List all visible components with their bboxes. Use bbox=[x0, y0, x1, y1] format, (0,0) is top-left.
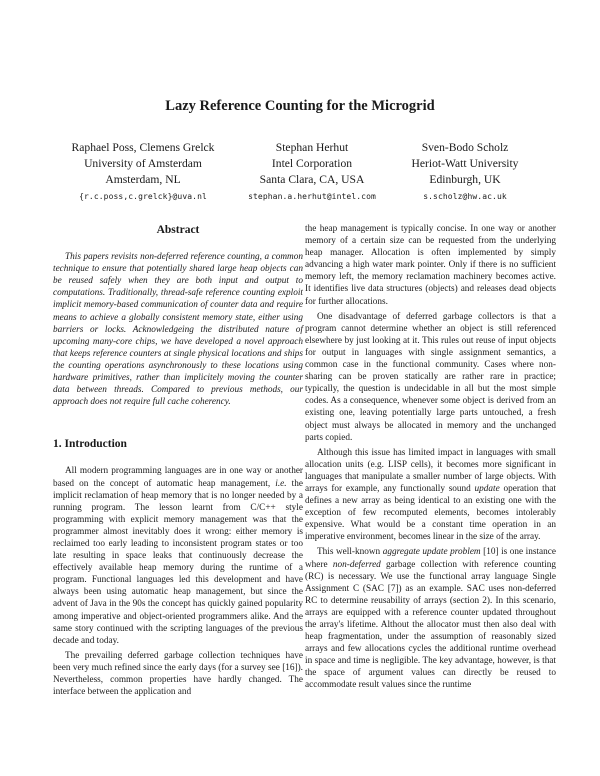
author-affiliation: Intel Corporation bbox=[271, 157, 353, 170]
author-email: s.scholz@hw.ac.uk bbox=[423, 192, 507, 201]
author-email: {r.c.poss,c.grelck}@uva.nl bbox=[79, 192, 207, 201]
author-names: Stephan Herhut bbox=[275, 141, 349, 154]
author-names: Sven-Bodo Scholz bbox=[421, 141, 509, 154]
author-location: Edinburgh, UK bbox=[429, 173, 501, 186]
abstract-heading: Abstract bbox=[156, 224, 200, 236]
section-heading-introduction: 1. Introduction bbox=[53, 438, 127, 451]
right-paragraph-3: Although this issue has limited impact in languages with small allocation units (e.g. LISP cells), it becomes more significant in languages that manipulate a smaller number of large objects. With arrays for example, any functionally sound update operation that defines a new array as being identical to an existing one with the exception of few recomputed elements, becomes intolerably expensive. What would be a constant time operation in an imperative environment, becomes linear in the size of the array. bbox=[305, 447, 556, 543]
abstract-text: This papers revisits non-deferred reference counting, a common technique to ensure that potentially shared large heap objects can be reused safely when they are both input and output to computations. Traditionally, thread-safe reference counting exploit implicit memory-based communication of counter data and require means to achieve a globally consistent memory state, either using barriers or locks. Acknowledgeing the distributed nature of upcoming many-core chips, we have developed a novel approach that keeps reference counters at single physical locations and ships the counting operations asynchronously to these locations using hardware primitives, rather than implicitely moving the counter data between threads. Compared to previous methods, our approach does not require full cache coherency. bbox=[53, 252, 303, 408]
right-paragraph-1: the heap management is typically concise. In one way or another memory of a certain size can be requested from the underlying heap manager. Allocation is often implemented by simply advancing a high water mark pointer. Only if there is no sufficient memory left, the memory reclamation machinery becomes active. It identifies live data structures (objects) and releases dead objects for further allocations. bbox=[305, 224, 556, 307]
author-names: Raphael Poss, Clemens Grelck bbox=[71, 141, 215, 154]
paper-title: Lazy Reference Counting for the Microgrid bbox=[165, 98, 435, 114]
author-location: Santa Clara, CA, USA bbox=[259, 173, 365, 186]
intro-paragraph-1: All modern programming languages are in one way or another based on the concept of automatic heap management, i.e. the implicit reclamation of heap memory that is no longer needed by a running program. The lesson learnt from C/C++ style programming with explicit memory management was that the programmer almost inevitably does it wrong: either memory is reclaimed too early leading to inconsistent program states or too late resulting in space leaks that continuously decrease the effectively available heap memory during the runtime of a program. Functional languages led this development and have always been using automatic heap management, but since the advent of Java in the 90s the concept has quickly gained popularity among imperative and object-oriented programmers alike. And the same story continued with the scripting languages of the previous decade and today. bbox=[53, 466, 303, 646]
right-column bbox=[305, 223, 556, 692]
author-email: stephan.a.herhut@intel.com bbox=[248, 192, 376, 201]
author-block-2 bbox=[238, 140, 386, 205]
right-paragraph-2: One disadvantage of deferred garbage collectors is that a program cannot determine whether an object is still referenced elsewhere by just looking at it. This rules out reuse of input objects for output in languages with single assignment semantics, a common case in the functional community. Cases where non-sharing can be proven statically are rather rare in practice; typically, the question is undecidable in all but the most simple codes. As a consequence, whenever some object is derived from an existing one, leaving potentially large parts untouched, a fresh object must always be allocated in memory and the unchanged parts copied. bbox=[305, 311, 556, 443]
author-location: Amsterdam, NL bbox=[105, 173, 181, 186]
author-affiliation: University of Amsterdam bbox=[84, 157, 202, 170]
right-paragraph-4: This well-known aggregate update problem [10] is one instance where non-deferred garbage collection with reference counting (RC) is necessary. We use the functional array language Single Assignment C (SAC [7]) as an example. SAC uses non-deferred RC to determine reusability of arrays (section 2). In this scenario, arrays are equipped with a reference counter updated throughout the array's lifetime. Althout the allocator must then also deal with heap fragmentation, under the assumption of reasonably sized arrays and few allocations cycles the additional runtime overhead in space and time is negligible. The key advantage, however, is that the space of argument values can directly be reused to accommodate result values since the runtime bbox=[305, 547, 557, 691]
author-block-3 bbox=[395, 140, 535, 205]
left-column bbox=[53, 224, 303, 698]
intro-paragraph-2: The prevailing deferred garbage collection techniques have been very much refined since the early days (for a survey see [16]). Nevertheless, common properties have hardly changed. The interface between the application and bbox=[53, 650, 303, 698]
author-block-1 bbox=[54, 140, 232, 205]
author-affiliation: Heriot-Watt University bbox=[411, 157, 519, 170]
